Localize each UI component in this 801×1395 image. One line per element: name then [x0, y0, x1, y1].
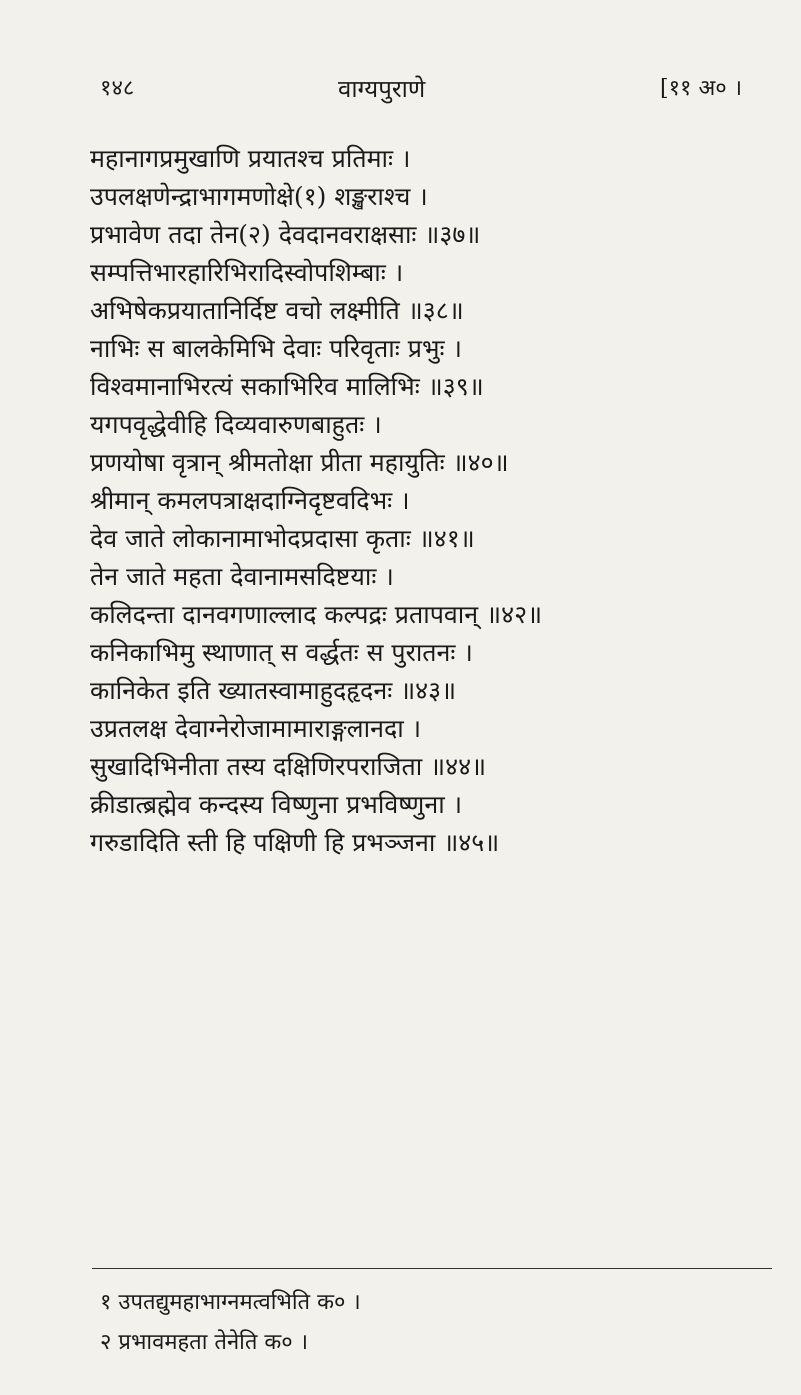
footnote: १ उपतद्युमहाभाग्नमत्वभिति क० ।: [100, 1290, 361, 1315]
verse-line: उपलक्षणेन्द्राभागमणोक्षे(१) शङ्खराश्च ।: [90, 182, 428, 211]
verse-line: देव जाते लोकानामाभोदप्रदासा कृताः ॥४१॥: [90, 524, 475, 553]
verse-line: कलिदन्ता दानवगणाल्लाद कल्पद्रः प्रतापवान् ॥४२॥: [90, 600, 543, 629]
verse-line: कनिकाभिमु स्थाणात् स वर्द्धतः स पुरातनः ।: [90, 638, 473, 667]
page-number: १४८: [100, 76, 135, 101]
verse-line: विश्वमानाभिरत्यं सकाभिरिव मालिभिः ॥३९॥: [90, 372, 484, 401]
verse-line: अभिषेकप्रयातानिर्दिष्ट वचो लक्ष्मीति ॥३८॥: [90, 296, 464, 325]
verse-line: सम्पत्तिभारहारिभिरादिस्वोपशिम्बाः ।: [90, 258, 404, 287]
verse-line: कानिकेत इति ख्यातस्वामाहुदहृदनः ॥४३॥: [90, 676, 457, 705]
footnote-divider: [92, 1268, 772, 1269]
footnotes: [100, 1283, 720, 1363]
verse-line: गरुडादिति स्ती हि पक्षिणी हि प्रभञ्जना ॥४५॥: [90, 828, 500, 857]
verse-line: तेन जाते महता देवानामसदिष्टयाः ।: [90, 562, 394, 591]
footnote: २ प्रभावमहता तेनेति क० ।: [100, 1330, 309, 1355]
verse-line: प्रणयोषा वृत्रान् श्रीमतोक्षा प्रीता महायुतिः ॥४०॥: [90, 448, 509, 477]
verse-block: [90, 140, 740, 862]
verse-line: महानागप्रमुखाणि प्रयातश्च प्रतिमाः ।: [90, 144, 411, 173]
verse-line: सुखादिभिनीता तस्य दक्षिणिरपराजिता ॥४४॥: [90, 752, 487, 781]
verse-line: यगपवृद्धेवीहि दिव्यवारुणबाहुतः ।: [90, 410, 382, 439]
section-reference: [११ अ० ।: [660, 76, 743, 101]
verse-line: प्रभावेण तदा तेन(२) देवदानवराक्षसाः ॥३७॥: [90, 220, 481, 249]
running-title: वाग्यपुराणे: [338, 75, 426, 103]
verse-line: उप्रतलक्ष देवाग्नेरोजामामाराङ्गलानदा ।: [90, 714, 422, 743]
verse-line: क्रीडात्ब्रह्मेव कन्दस्य विष्णुना प्रभविष्णुना ।: [90, 790, 463, 819]
verse-line: नाभिः स बालकेमिभि देवाः परिवृताः प्रभुः ।: [90, 334, 463, 363]
verse-line: श्रीमान् कमलपत्राक्षदाग्निदृष्टवदिभः ।: [90, 486, 410, 515]
page-header: [0, 72, 801, 112]
